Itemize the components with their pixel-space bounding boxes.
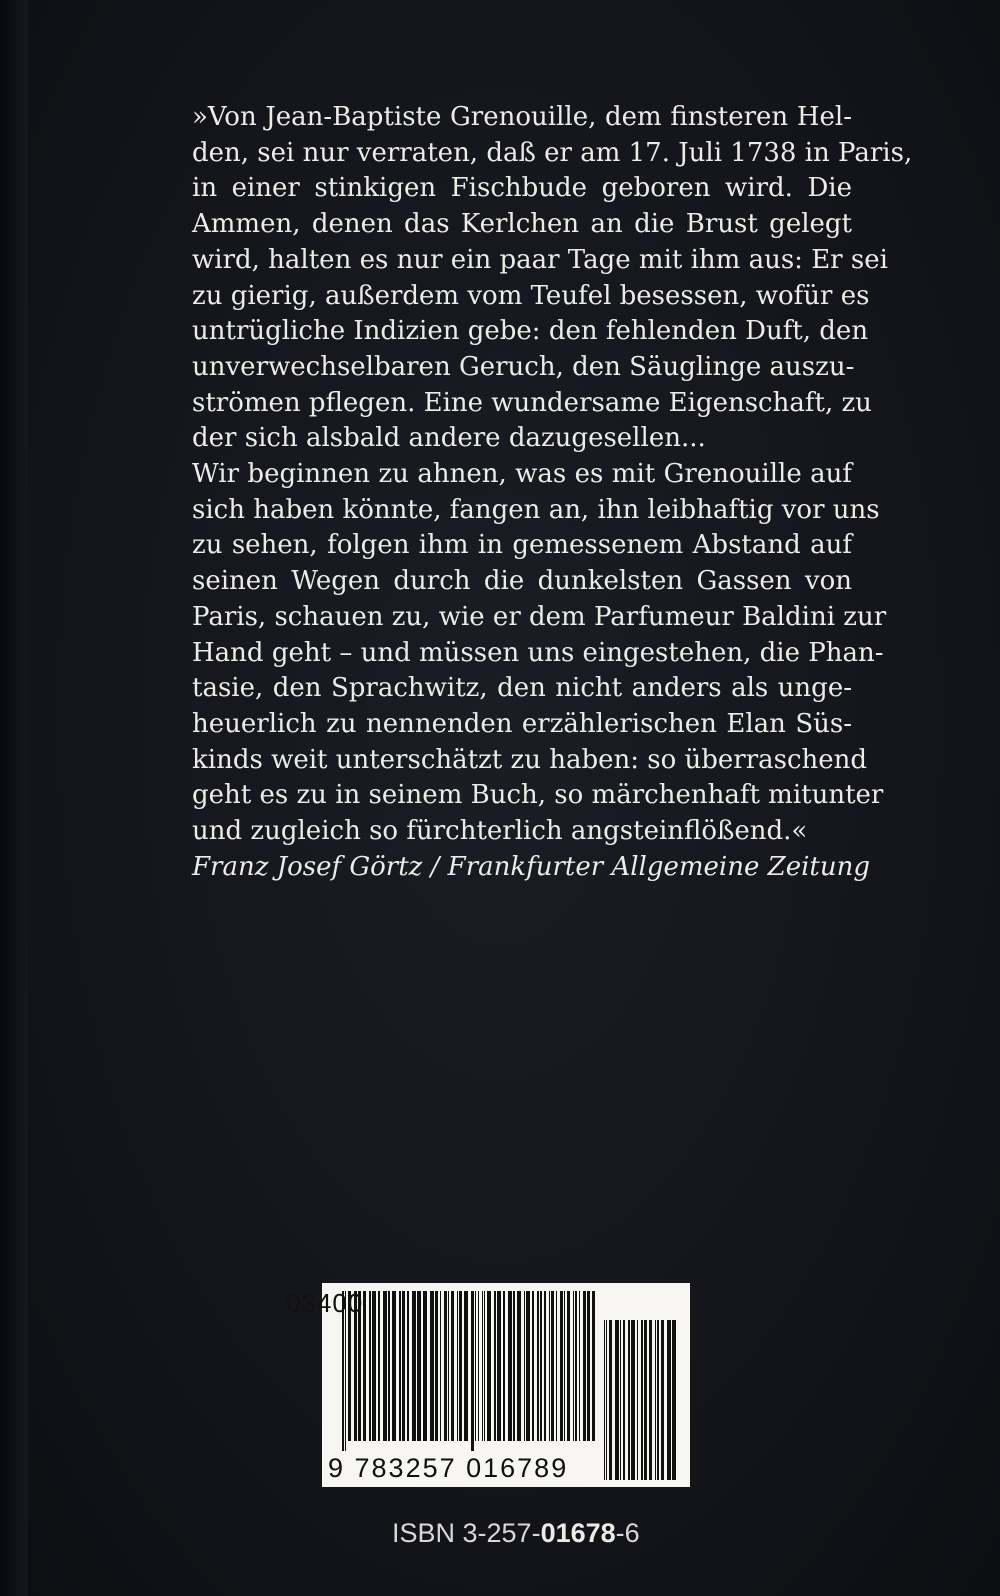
addon-barcode-bars [604,1320,704,1480]
isbn-number [392,1518,640,1549]
barcode-bar [526,1291,530,1441]
barcode-bar [475,1291,476,1441]
blurb-line: der sich alsbald andere dazugesellen... [192,423,706,454]
ean-barcode-bars [342,1291,600,1451]
ean-digits: 9 783257 016789 [328,1453,569,1483]
barcode-bar [667,1320,671,1480]
spine-edge [0,0,28,1596]
barcode-bar [579,1291,580,1441]
barcode-bar [537,1291,539,1441]
barcode-bar [399,1291,401,1441]
barcode-bar [435,1291,438,1441]
blurb-attribution: Franz Josef Görtz / Frankfurter Allgemeine Zeitung [192,851,870,882]
barcode-bar [672,1320,676,1480]
blurb-line: Wir beginnen zu ahnen, was es mit Grenouille auf [192,459,852,490]
barcode-bar [444,1291,447,1441]
isbn-prefix: ISBN 3-257- [392,1518,541,1548]
barcode-bar [513,1291,515,1441]
blurb-line: Ammen, denen das Kerlchen an die Brust gelegt [192,209,852,240]
barcode-bar [549,1291,550,1441]
barcode-bar [606,1320,607,1480]
barcode-bar [609,1320,612,1480]
barcode-bar [532,1291,534,1441]
blurb-line: heuerlich zu nennenden erzählerischen Elan Süs- [192,708,852,739]
barcode-bar [623,1320,625,1480]
blurb-text [192,100,913,885]
barcode-bar [615,1320,619,1480]
blurb-line: seinen Wegen durch die dunkelsten Gassen von [192,566,852,597]
barcode-bar [604,1320,605,1480]
barcode-bar [423,1291,427,1441]
barcode-bar [641,1320,643,1480]
barcode-bar [482,1291,483,1441]
barcode-bar [637,1320,638,1480]
barcode-bar [484,1291,485,1441]
barcode-bar [457,1291,458,1441]
barcode-bar [655,1320,656,1480]
isbn-bold-part: 01678 [540,1518,616,1548]
barcode-bar [649,1320,652,1480]
blurb-line: Hand geht – und müssen uns eingestehen, die Phan- [192,637,884,668]
barcode-bar [478,1291,479,1441]
isbn-suffix: -6 [615,1518,640,1548]
blurb-line: unverwechselbaren Geruch, den Säuglinge auszu- [192,351,855,382]
blurb-line: wird, halten es nur ein paar Tage mit ihm aus: Er sei [192,244,888,275]
blurb-line: strömen pflegen. Eine wundersame Eigenschaft, zu [192,387,872,418]
barcode-bar [587,1291,590,1441]
blurb-line: untrügliche Indizien gebe: den fehlenden Duft, den [192,316,869,347]
barcode-bar [388,1291,390,1441]
barcode-bar [556,1291,557,1441]
barcode-bar [372,1291,376,1441]
barcode-bar [392,1291,396,1441]
barcode-bar [503,1291,505,1441]
barcode-bar [494,1291,496,1441]
barcode-bar [508,1291,512,1441]
barcode-bar [575,1291,577,1441]
barcode-bar [448,1291,449,1441]
barcode-bar [564,1291,565,1441]
barcode-bar [383,1291,387,1441]
blurb-line: sich haben könnte, fangen an, ihn leibhaftig vor uns [192,494,880,525]
barcode-bar [544,1291,546,1441]
barcode-bar [644,1320,647,1480]
blurb-line: geht es zu in seinem Buch, so märchenhaft mitunter [192,780,884,811]
barcode-bar [464,1291,468,1441]
blurb-line: und zugleich so fürchterlich angsteinflößend.« [192,816,808,847]
blurb-line: in einer stinkigen Fischbude geboren wird. Die [192,173,852,204]
barcode-bar [583,1291,586,1441]
barcode-bar [459,1291,462,1441]
barcode-bar [631,1320,635,1480]
barcode-bar [524,1291,525,1441]
price-code: 03400 [286,1288,364,1318]
barcode-bar [497,1291,501,1441]
barcode-bar [430,1291,434,1441]
barcode-bar [620,1320,621,1480]
barcode-bar [551,1291,554,1441]
barcode-bar [657,1320,659,1480]
barcode-bar [412,1291,416,1441]
barcode-bar [592,1291,595,1441]
blurb-line: tasie, den Sprachwitz, den nicht anders als unge- [192,673,852,704]
barcode-bar [517,1291,521,1441]
barcode-bar [378,1291,380,1441]
blurb-line: zu sehen, folgen ihm in gemessenem Abstand auf [192,530,852,561]
barcode-bar [573,1291,574,1441]
blurb-line: »Von Jean-Baptiste Grenouille, dem finsteren Hel- [192,102,852,132]
barcode-bar [451,1291,454,1441]
barcode-bar [369,1291,371,1441]
barcode-bar [540,1291,542,1441]
barcode-bar [402,1291,405,1441]
barcode-bar [407,1291,409,1441]
blurb-line: den, sei nur verraten, daß er am 17. Juli 1738 in Paris, [192,137,913,168]
barcode-bar [567,1291,570,1441]
barcode-bar [417,1291,421,1441]
barcode-bar [471,1291,474,1451]
barcode-bar [560,1291,563,1441]
blurb-line: zu gierig, außerdem vom Teufel besessen, wofür es [192,280,870,311]
barcode-bar [363,1291,366,1441]
blurb-line: kinds weit unterschätzt zu haben: so überraschend [192,744,868,775]
blurb-line: Paris, schauen zu, wie er dem Parfumeur Baldini zur [192,601,887,632]
barcode-bar [661,1320,664,1480]
barcode-bar [440,1291,441,1441]
barcode-bar [487,1291,491,1441]
barcode-bar [628,1320,630,1480]
